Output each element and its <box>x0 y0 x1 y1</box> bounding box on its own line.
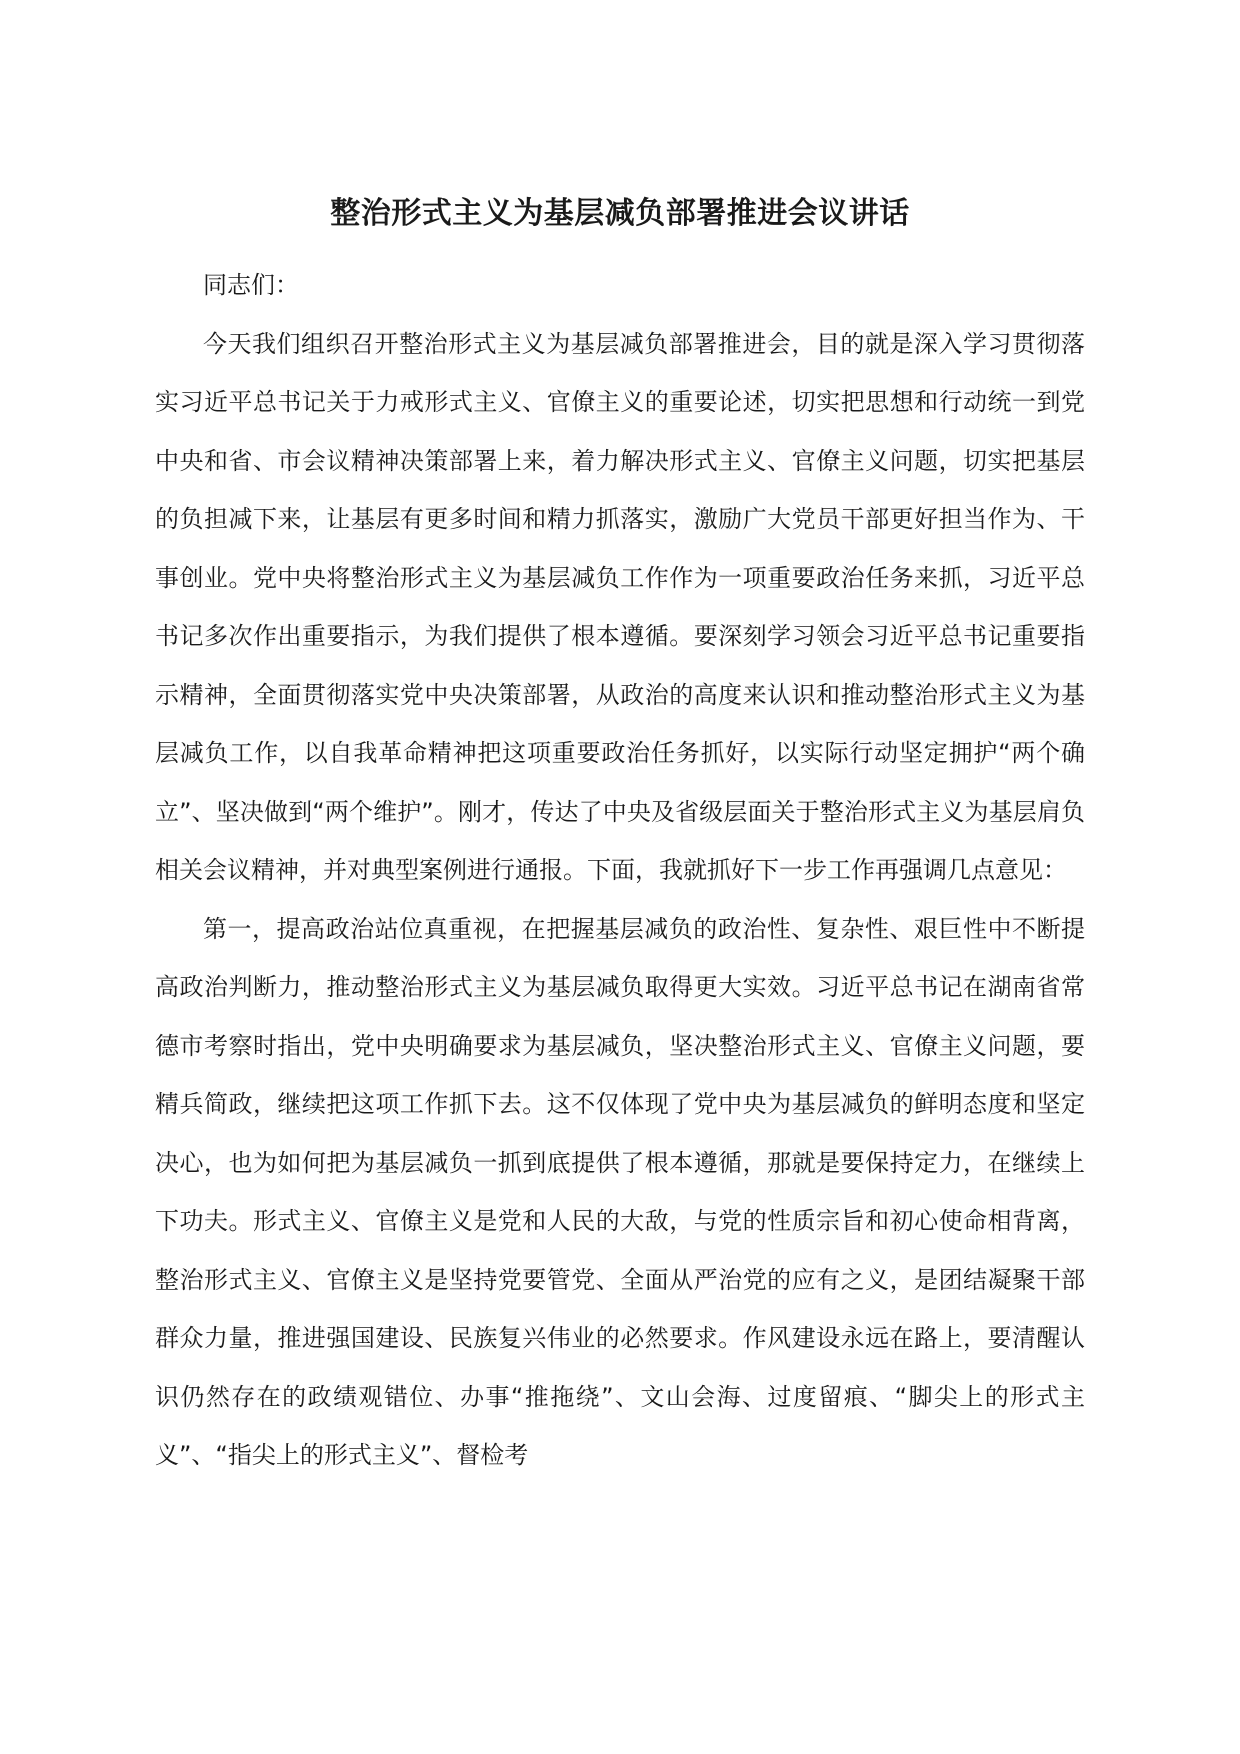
paragraph-intro: 今天我们组织召开整治形式主义为基层减负部署推进会，目的就是深入学习贯彻落实习近平总书记关于力戒形式主义、官僚主义的重要论述，切实把思想和行动统一到党中央和省、市会议精神决策部署上来，着力解决形式主义、官僚主义问题，切实把基层的负担减下来，让基层有更多时间和精力抓落实，激励广大党员干部更好担当作为、干事创业。党中央将整治形式主义为基层减负工作作为一项重要政治任务来抓，习近平总书记多次作出重要指示，为我们提供了根本遵循。要深刻学习领会习近平总书记重要指示精神，全面贯彻落实党中央决策部署，从政治的高度来认识和推动整治形式主义为基层减负工作，以自我革命精神把这项重要政治任务抓好，以实际行动坚定拥护“两个确立”、坚决做到“两个维护”。刚才，传达了中央及省级层面关于整治形式主义为基层肩负相关会议精神，并对典型案例进行通报。下面，我就抓好下一步工作再强调几点意见： <box>155 329 1085 884</box>
salutation: 同志们： <box>203 271 299 299</box>
paragraph-first-point: 第一，提高政治站位真重视，在把握基层减负的政治性、复杂性、艰巨性中不断提高政治判断力，推动整治形式主义为基层减负取得更大实效。习近平总书记在湖南省常德市考察时指出，党中央明确要求为基层减负，坚决整治形式主义、官僚主义问题，要精兵简政，继续把这项工作抓下去。这不仅体现了党中央为基层减负的鲜明态度和坚定决心，也为如何把为基层减负一抓到底提供了根本遵循，那就是要保持定力，在继续上下功夫。形式主义、官僚主义是党和人民的大敌，与党的性质宗旨和初心使命相背离，整治形式主义、官僚主义是坚持党要管党、全面从严治党的应有之义，是团结凝聚干部群众力量，推进强国建设、民族复兴伟业的必然要求。作风建设永远在路上，要清醒认识仍然存在的政绩观错位、办事“推拖绕”、文山会海、过度留痕、“脚尖上的形式主义”、“指尖上的形式主义”、督检考 <box>155 914 1085 1469</box>
document-body <box>155 256 1085 1485</box>
document-title: 整治形式主义为基层减负部署推进会议讲话 <box>330 196 910 231</box>
